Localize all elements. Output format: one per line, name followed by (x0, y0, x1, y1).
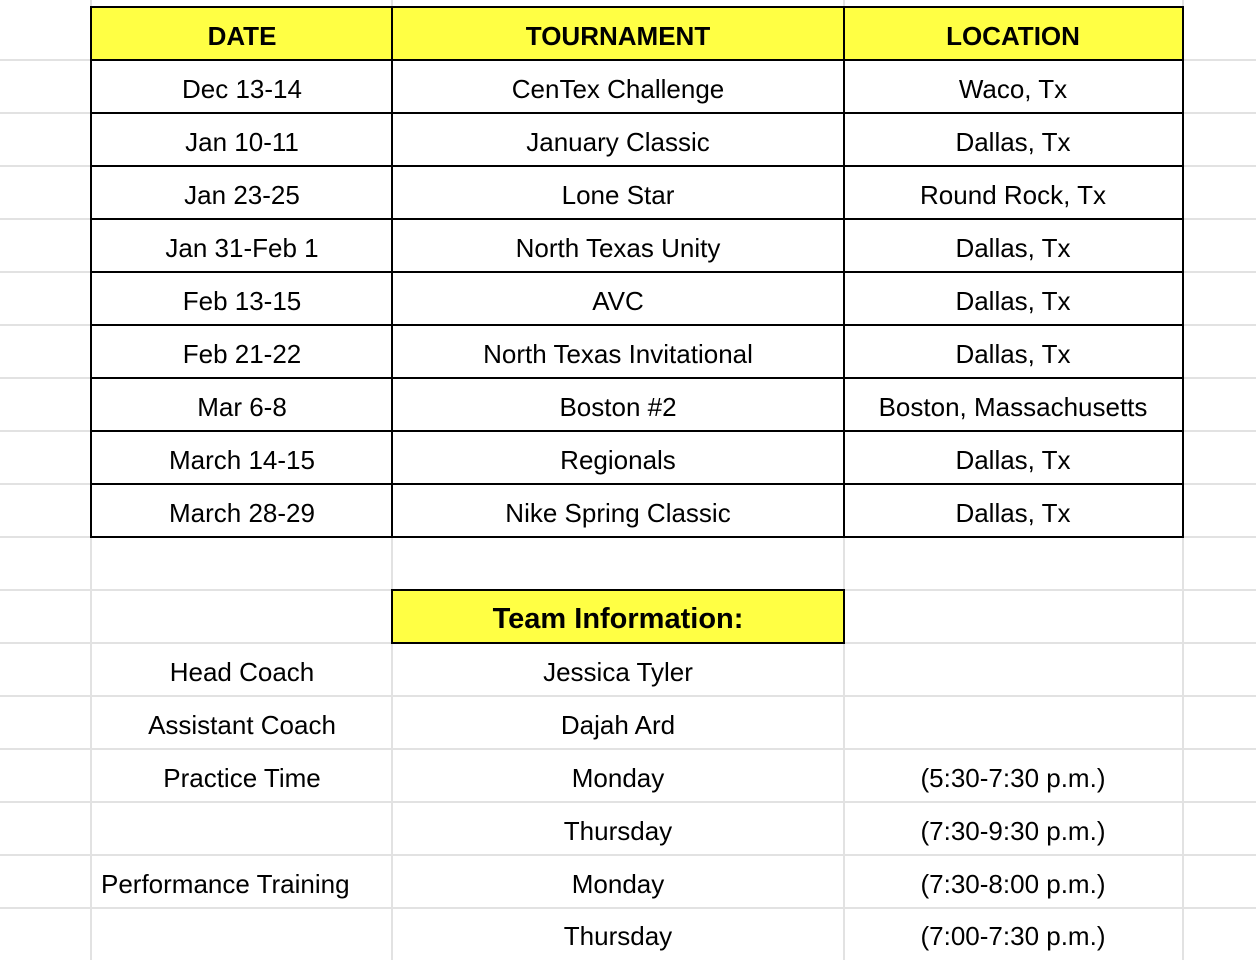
table-border (90, 483, 1184, 485)
table-cell-tournament[interactable]: January Classic (526, 126, 710, 157)
team-header-border (391, 589, 393, 644)
team-value-cell[interactable]: Dajah Ard (560, 709, 676, 740)
table-cell-date[interactable]: March 14-15 (169, 444, 315, 475)
table-cell-date[interactable]: Jan 31-Feb 1 (165, 232, 319, 263)
table-cell-date[interactable]: Dec 13-14 (182, 73, 302, 104)
team-label-cell[interactable]: Head Coach (169, 656, 315, 687)
table-border (90, 218, 1184, 220)
team-label-cell[interactable]: Assistant Coach (148, 709, 336, 740)
table-border (843, 6, 845, 538)
table-border (90, 536, 1184, 538)
table-border (90, 6, 92, 538)
table-cell-tournament[interactable]: Regionals (560, 444, 676, 475)
header-date[interactable]: DATE (92, 8, 392, 60)
table-cell-location[interactable]: Dallas, Tx (955, 444, 1071, 475)
table-border (391, 6, 393, 538)
table-cell-location[interactable]: Dallas, Tx (955, 497, 1071, 528)
table-cell-location[interactable]: Dallas, Tx (955, 126, 1071, 157)
table-cell-tournament[interactable]: AVC (592, 285, 644, 316)
team-header-border (843, 589, 845, 644)
table-cell-date[interactable]: Feb 13-15 (182, 285, 302, 316)
table-cell-location[interactable]: Dallas, Tx (955, 338, 1071, 369)
table-cell-date[interactable]: March 28-29 (169, 497, 315, 528)
team-header-border (391, 589, 845, 591)
header-tournament[interactable]: TOURNAMENT (392, 8, 844, 60)
table-cell-location[interactable]: Waco, Tx (958, 73, 1068, 104)
table-cell-date[interactable]: Feb 21-22 (182, 338, 302, 369)
table-border (90, 59, 1184, 61)
team-time-cell[interactable]: (7:30-8:00 p.m.) (920, 868, 1106, 899)
table-cell-date[interactable]: Mar 6-8 (197, 391, 287, 422)
team-info-title[interactable]: Team Information: (393, 591, 843, 643)
table-cell-tournament[interactable]: Boston #2 (559, 391, 677, 422)
team-label-cell[interactable]: Practice Time (163, 762, 321, 793)
table-border (1182, 6, 1184, 538)
table-cell-tournament[interactable]: Lone Star (561, 179, 675, 210)
table-cell-tournament[interactable]: Nike Spring Classic (505, 497, 731, 528)
team-value-cell[interactable]: Thursday (563, 921, 673, 951)
table-border (90, 271, 1184, 273)
team-time-cell[interactable]: (7:30-9:30 p.m.) (920, 815, 1106, 846)
table-border (90, 165, 1184, 167)
team-time-cell[interactable] (844, 697, 1182, 749)
table-border (90, 324, 1184, 326)
table-cell-tournament[interactable]: CenTex Challenge (511, 73, 725, 104)
table-cell-tournament[interactable]: North Texas Unity (515, 232, 721, 263)
table-border (90, 112, 1184, 114)
team-time-cell[interactable]: (7:00-7:30 p.m.) (920, 921, 1106, 951)
table-cell-location[interactable]: Boston, Massachusetts (878, 391, 1148, 422)
table-cell-location[interactable]: Round Rock, Tx (920, 179, 1106, 210)
team-value-cell[interactable]: Thursday (563, 815, 673, 846)
table-border (90, 430, 1184, 432)
team-value-cell[interactable]: Monday (571, 868, 665, 899)
table-cell-location[interactable]: Dallas, Tx (955, 232, 1071, 263)
table-cell-tournament[interactable]: North Texas Invitational (483, 338, 753, 369)
table-cell-date[interactable]: Jan 23-25 (184, 179, 300, 210)
team-value-cell[interactable]: Jessica Tyler (543, 656, 693, 687)
table-cell-date[interactable]: Jan 10-11 (185, 126, 299, 157)
table-border (90, 6, 1184, 8)
header-location[interactable]: LOCATION (844, 8, 1182, 60)
team-label-cell[interactable]: Performance Training (101, 868, 350, 899)
team-time-cell[interactable] (844, 644, 1182, 696)
table-cell-location[interactable]: Dallas, Tx (955, 285, 1071, 316)
team-time-cell[interactable]: (5:30-7:30 p.m.) (920, 762, 1106, 793)
team-label-cell[interactable] (92, 909, 392, 960)
team-label-cell[interactable] (92, 803, 392, 855)
team-value-cell[interactable]: Monday (571, 762, 665, 793)
table-border (90, 377, 1184, 379)
